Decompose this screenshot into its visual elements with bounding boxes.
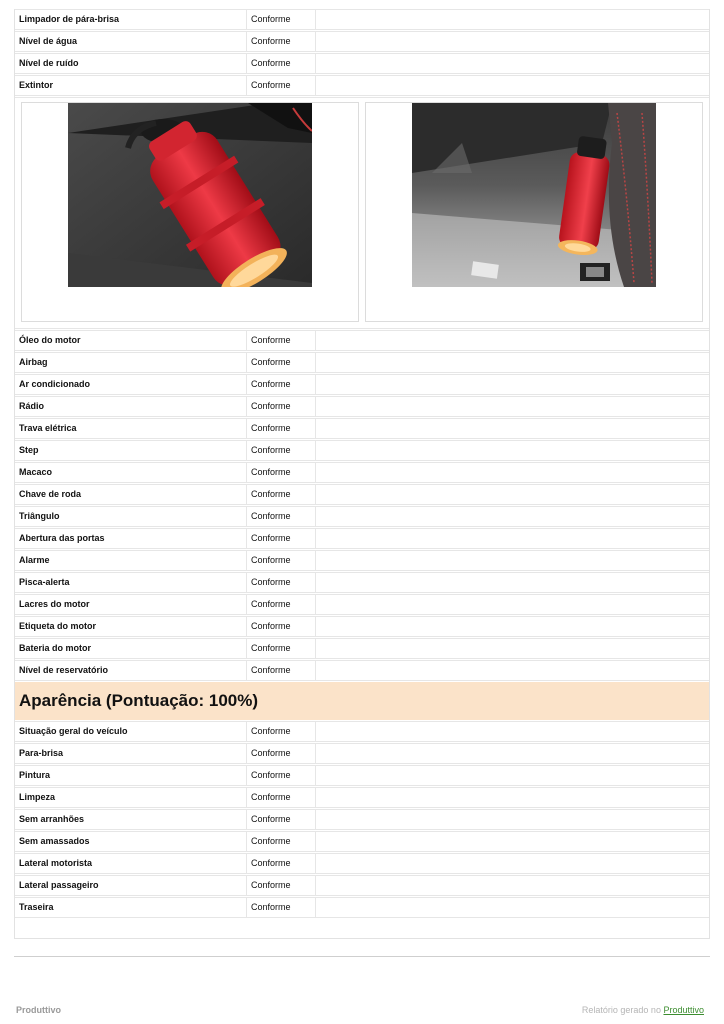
item-label: Chave de roda (15, 485, 247, 504)
item-status: Conforme (247, 810, 316, 829)
item-note (316, 32, 709, 51)
checklist-row (15, 352, 709, 373)
item-note (316, 744, 709, 763)
item-status: Conforme (247, 419, 316, 438)
item-label: Macaco (15, 463, 247, 482)
checklist-row (15, 660, 709, 681)
item-label: Limpador de pára-brisa (15, 10, 247, 29)
checklist-report (14, 9, 710, 939)
item-label: Pisca-alerta (15, 573, 247, 592)
item-label: Ar condicionado (15, 375, 247, 394)
item-label: Bateria do motor (15, 639, 247, 658)
item-status: Conforme (247, 76, 316, 95)
fire-extinguisher-photo-2 (412, 103, 656, 287)
item-note (316, 529, 709, 548)
item-status: Conforme (247, 331, 316, 350)
item-label: Pintura (15, 766, 247, 785)
item-label: Triângulo (15, 507, 247, 526)
item-note (316, 485, 709, 504)
item-note (316, 832, 709, 851)
item-status: Conforme (247, 10, 316, 29)
checklist-row (15, 9, 709, 30)
item-note (316, 639, 709, 658)
item-note (316, 788, 709, 807)
item-status: Conforme (247, 639, 316, 658)
item-status: Conforme (247, 32, 316, 51)
checklist-row (15, 53, 709, 74)
item-note (316, 397, 709, 416)
item-note (316, 810, 709, 829)
item-note (316, 595, 709, 614)
section-title: Aparência (Pontuação: 100%) (15, 682, 709, 720)
item-note (316, 573, 709, 592)
item-status: Conforme (247, 54, 316, 73)
item-note (316, 463, 709, 482)
checklist-row (15, 550, 709, 571)
checklist-group-c (15, 721, 709, 918)
checklist-group-a (15, 9, 709, 96)
item-label: Nível de reservatório (15, 661, 247, 680)
checklist-row (15, 875, 709, 896)
item-status: Conforme (247, 507, 316, 526)
item-label: Sem amassados (15, 832, 247, 851)
item-status: Conforme (247, 832, 316, 851)
footer-divider (14, 956, 710, 957)
item-note (316, 507, 709, 526)
item-status: Conforme (247, 441, 316, 460)
checklist-row (15, 897, 709, 918)
checklist-row (15, 765, 709, 786)
item-label: Situação geral do veículo (15, 722, 247, 741)
item-note (316, 375, 709, 394)
footer-report-note (582, 1005, 704, 1015)
item-status: Conforme (247, 375, 316, 394)
item-note (316, 441, 709, 460)
checklist-row (15, 572, 709, 593)
checklist-group-b (15, 330, 709, 681)
item-label: Lateral motorista (15, 854, 247, 873)
item-note (316, 661, 709, 680)
item-status: Conforme (247, 788, 316, 807)
checklist-row (15, 809, 709, 830)
item-note (316, 419, 709, 438)
item-status: Conforme (247, 485, 316, 504)
item-note (316, 854, 709, 873)
item-status: Conforme (247, 617, 316, 636)
checklist-row (15, 418, 709, 439)
item-label: Etiqueta do motor (15, 617, 247, 636)
checklist-row (15, 787, 709, 808)
item-status: Conforme (247, 744, 316, 763)
item-status: Conforme (247, 463, 316, 482)
photo-card-2[interactable] (365, 102, 703, 322)
item-note (316, 551, 709, 570)
checklist-row (15, 594, 709, 615)
item-note (316, 76, 709, 95)
item-status: Conforme (247, 876, 316, 895)
item-label: Lateral passageiro (15, 876, 247, 895)
item-note (316, 10, 709, 29)
item-note (316, 617, 709, 636)
item-status: Conforme (247, 722, 316, 741)
checklist-row (15, 440, 709, 461)
item-label: Airbag (15, 353, 247, 372)
item-status: Conforme (247, 854, 316, 873)
checklist-row (15, 831, 709, 852)
item-label: Nível de água (15, 32, 247, 51)
item-label: Rádio (15, 397, 247, 416)
item-label: Sem arranhões (15, 810, 247, 829)
checklist-row (15, 462, 709, 483)
item-label: Limpeza (15, 788, 247, 807)
checklist-row (15, 75, 709, 96)
item-label: Alarme (15, 551, 247, 570)
item-note (316, 54, 709, 73)
item-status: Conforme (247, 551, 316, 570)
checklist-row (15, 31, 709, 52)
item-status: Conforme (247, 529, 316, 548)
item-note (316, 331, 709, 350)
checklist-row (15, 853, 709, 874)
photo-card-1[interactable] (21, 102, 359, 322)
item-label: Extintor (15, 76, 247, 95)
photo-attachments (15, 97, 709, 329)
checklist-row (15, 616, 709, 637)
item-label: Óleo do motor (15, 331, 247, 350)
item-status: Conforme (247, 397, 316, 416)
item-label: Nível de ruído (15, 54, 247, 73)
checklist-row (15, 506, 709, 527)
checklist-row (15, 721, 709, 742)
item-label: Lacres do motor (15, 595, 247, 614)
item-status: Conforme (247, 573, 316, 592)
checklist-row (15, 374, 709, 395)
item-status: Conforme (247, 595, 316, 614)
item-note (316, 722, 709, 741)
item-status: Conforme (247, 661, 316, 680)
checklist-row (15, 528, 709, 549)
item-status: Conforme (247, 353, 316, 372)
item-note (316, 353, 709, 372)
item-note (316, 766, 709, 785)
checklist-row (15, 330, 709, 351)
item-status: Conforme (247, 898, 316, 917)
item-label: Para-brisa (15, 744, 247, 763)
checklist-row (15, 484, 709, 505)
footer-brand: Produttivo (16, 1005, 61, 1015)
checklist-row (15, 638, 709, 659)
item-label: Abertura das portas (15, 529, 247, 548)
checklist-row (15, 743, 709, 764)
item-label: Step (15, 441, 247, 460)
item-label: Traseira (15, 898, 247, 917)
item-label: Trava elétrica (15, 419, 247, 438)
item-note (316, 898, 709, 917)
footer-report-prefix: Relatório gerado no (581, 1005, 661, 1015)
fire-extinguisher-photo-1 (68, 103, 312, 287)
item-status: Conforme (247, 766, 316, 785)
checklist-row (15, 396, 709, 417)
item-note (316, 876, 709, 895)
footer-report-link[interactable]: Produttivo (663, 1005, 704, 1015)
